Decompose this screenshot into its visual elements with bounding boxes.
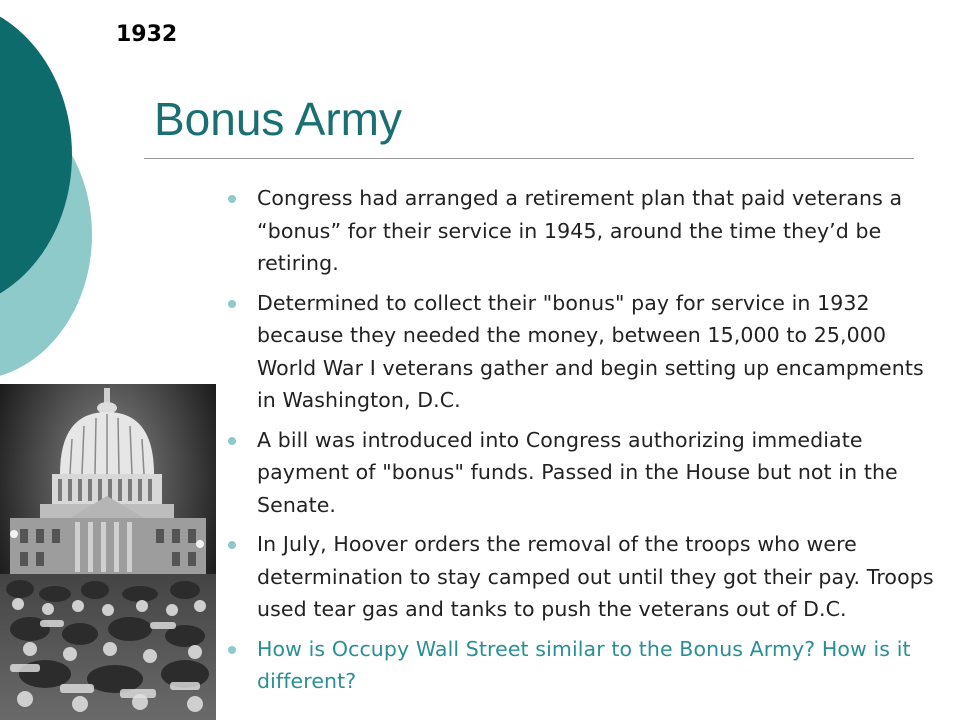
question-text: How is Occupy Wall Street similar to the Bonus Army? How is it different? (257, 636, 911, 693)
bullet-item (228, 287, 940, 417)
title-divider (144, 158, 914, 159)
bullet-item (228, 424, 940, 522)
decorative-circles (0, 0, 140, 420)
bullet-item (228, 528, 940, 626)
capitol-crowd-photo (0, 384, 216, 720)
slide-title: Bonus Army (154, 93, 402, 145)
bullet-text: In July, Hoover orders the removal of the troops who were determination to stay camped out until they got their pay. Troops used tear gas and tanks to push the veterans out of D.C. (257, 532, 934, 621)
bullet-text: A bill was introduced into Congress authorizing immediate payment of "bonus" funds. Passed in the House but not in the Senate. (257, 427, 898, 517)
bullet-item (228, 182, 940, 280)
bullet-text: Congress had arranged a retirement plan that paid veterans a “bonus” for their service in 1945, around the time they’d be retiring. (257, 186, 903, 275)
slide-year: 1932 (116, 22, 178, 47)
bullet-dot-icon (228, 437, 236, 445)
bullet-dot-icon (228, 300, 236, 308)
bullet-text: Determined to collect their "bonus" pay for service in 1932 because they needed the money, between 15,000 to 25,000 World War I veterans gather and begin setting up encampments in Washington, D.C. (257, 290, 924, 412)
discussion-question (228, 633, 940, 698)
bullet-dot-icon (228, 195, 236, 203)
bullet-dot-icon (228, 541, 236, 549)
bullet-dot-icon (228, 646, 236, 654)
bullet-list (228, 182, 940, 705)
